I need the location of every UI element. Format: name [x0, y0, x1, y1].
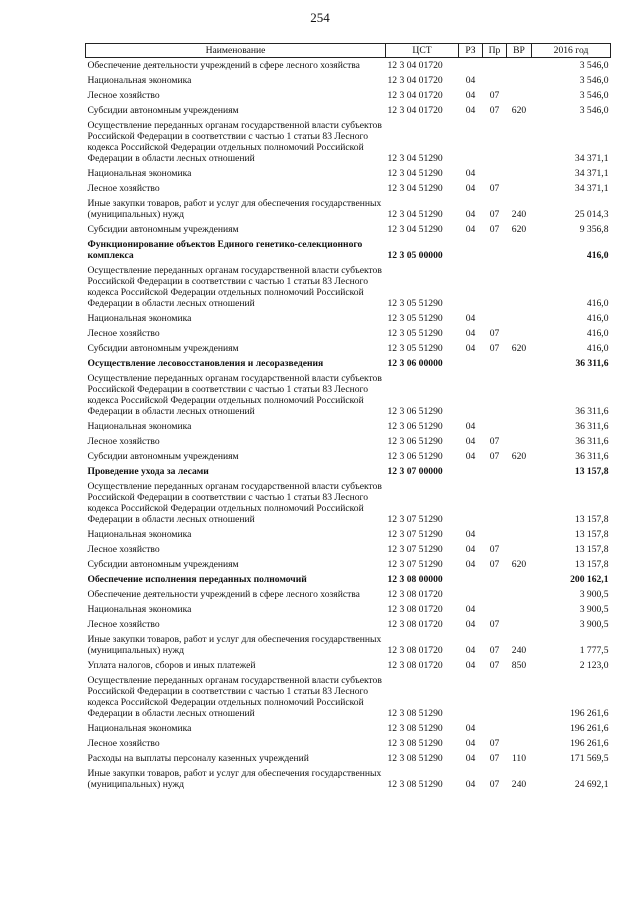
row-pr: [483, 419, 507, 434]
row-rz: [459, 58, 483, 74]
row-rz: 04: [465, 343, 476, 354]
row-vr: [507, 326, 532, 341]
row-code: 12 3 08 01720: [387, 660, 443, 671]
row-amount: 196 261,6: [570, 708, 609, 719]
row-name: Субсидии автономным учреждениям: [87, 559, 239, 570]
row-pr: [483, 371, 507, 419]
row-vr: [507, 356, 532, 371]
row-name: Лесное хозяйство: [87, 738, 160, 749]
row-code: 12 3 07 51290: [387, 529, 443, 540]
table-row: [86, 736, 611, 751]
row-amount: 13 157,8: [574, 529, 609, 540]
row-code: 12 3 05 51290: [387, 343, 443, 354]
row-name: Национальная экономика: [87, 168, 192, 179]
row-vr: [507, 617, 532, 632]
row-vr: 620: [511, 451, 527, 462]
row-amount: 13 157,8: [574, 544, 609, 555]
table-row: [86, 311, 611, 326]
row-vr: 240: [511, 209, 527, 220]
row-code: 12 3 08 01720: [387, 604, 443, 615]
table-row: [86, 527, 611, 542]
table-row: [86, 371, 611, 419]
row-code: 12 3 07 00000: [387, 466, 443, 477]
row-name: Национальная экономика: [87, 75, 192, 86]
table-row: [86, 237, 611, 263]
row-code: 12 3 04 01720: [387, 60, 443, 71]
row-rz: 04: [465, 209, 476, 220]
row-name: Иные закупки товаров, работ и услуг для обеспечения государственных (муниципальных) нужд: [87, 768, 382, 790]
row-pr: [483, 311, 507, 326]
table-row: [86, 419, 611, 434]
row-vr: 110: [511, 753, 527, 764]
header-amount: 2016 год: [532, 44, 611, 58]
row-amount: 1 777,5: [579, 645, 609, 656]
row-pr: [483, 166, 507, 181]
row-code: 12 3 05 51290: [387, 313, 443, 324]
row-name: Лесное хозяйство: [87, 544, 160, 555]
row-rz: 04: [465, 660, 476, 671]
row-pr: 07: [489, 436, 500, 447]
row-name: Субсидии автономным учреждениям: [87, 451, 239, 462]
row-name: Субсидии автономным учреждениям: [87, 105, 239, 116]
row-vr: [507, 673, 532, 721]
row-vr: 240: [511, 645, 527, 656]
row-name: Осуществление переданных органам государственной власти субъектов Российской Федерации в соответствии с частью 1 статьи 83 Лесного кодекса Российской Федерации отдельных полномочий Российской Федерации в области лесных отношений: [87, 265, 382, 309]
row-amount: 171 569,5: [570, 753, 609, 764]
row-vr: 620: [511, 559, 527, 570]
table-body: [86, 58, 611, 793]
row-rz: 04: [465, 544, 476, 555]
row-vr: 240: [511, 779, 527, 790]
row-rz: 04: [465, 75, 476, 86]
row-amount: 2 123,0: [579, 660, 609, 671]
row-pr: [483, 602, 507, 617]
row-code: 12 3 08 51290: [387, 708, 443, 719]
row-amount: 36 311,6: [575, 436, 609, 447]
row-pr: 07: [489, 660, 500, 671]
row-code: 12 3 04 51290: [387, 168, 443, 179]
row-name: Обеспечение исполнения переданных полномочий: [87, 574, 307, 585]
row-pr: 07: [489, 343, 500, 354]
row-name: Субсидии автономным учреждениям: [87, 343, 239, 354]
table-row: [86, 341, 611, 356]
row-pr: [483, 73, 507, 88]
table-header-row: [86, 44, 611, 58]
row-vr: [507, 311, 532, 326]
row-vr: [507, 263, 532, 311]
row-amount: 3 546,0: [579, 90, 609, 101]
row-rz: 04: [465, 90, 476, 101]
budget-table: [85, 43, 611, 792]
table-row: [86, 632, 611, 658]
row-rz: [459, 356, 483, 371]
row-vr: [507, 118, 532, 166]
row-amount: 34 371,1: [574, 168, 609, 179]
row-rz: [459, 371, 483, 419]
row-rz: 04: [465, 328, 476, 339]
row-rz: 04: [465, 645, 476, 656]
table-row: [86, 542, 611, 557]
row-amount: 24 692,1: [574, 779, 609, 790]
row-vr: [507, 602, 532, 617]
row-rz: 04: [465, 753, 476, 764]
header-name: Наименование: [86, 44, 386, 58]
row-rz: 04: [465, 779, 476, 790]
row-rz: 04: [465, 738, 476, 749]
row-name: Обеспечение деятельности учреждений в сфере лесного хозяйства: [87, 60, 360, 71]
row-rz: 04: [465, 168, 476, 179]
table-row: [86, 103, 611, 118]
table-row: [86, 58, 611, 74]
row-rz: 04: [465, 224, 476, 235]
row-amount: 36 311,6: [575, 358, 609, 369]
row-amount: 13 157,8: [574, 559, 609, 570]
row-pr: [483, 479, 507, 527]
row-amount: 196 261,6: [570, 738, 609, 749]
row-name: Лесное хозяйство: [87, 328, 160, 339]
row-rz: 04: [465, 619, 476, 630]
row-amount: 34 371,1: [574, 153, 609, 164]
row-name: Уплата налогов, сборов и иных платежей: [87, 660, 256, 671]
row-code: 12 3 05 00000: [387, 250, 443, 261]
row-pr: [483, 587, 507, 602]
row-amount: 200 162,1: [570, 574, 609, 585]
row-name: Национальная экономика: [87, 421, 192, 432]
row-vr: [507, 736, 532, 751]
table-row: [86, 479, 611, 527]
row-name: Осуществление лесовосстановления и лесоразведения: [87, 358, 324, 369]
table-row: [86, 356, 611, 371]
row-amount: 36 311,6: [575, 406, 609, 417]
row-amount: 25 014,3: [574, 209, 609, 220]
row-pr: 07: [489, 183, 500, 194]
row-amount: 36 311,6: [575, 451, 609, 462]
row-name: Осуществление переданных органам государственной власти субъектов Российской Федерации в соответствии с частью 1 статьи 83 Лесного кодекса Российской Федерации отдельных полномочий Российской Федерации в области лесных отношений: [87, 373, 382, 417]
row-code: 12 3 06 51290: [387, 436, 443, 447]
row-pr: [483, 673, 507, 721]
table-row: [86, 557, 611, 572]
row-name: Иные закупки товаров, работ и услуг для обеспечения государственных (муниципальных) нужд: [87, 634, 382, 656]
row-name: Лесное хозяйство: [87, 90, 160, 101]
row-code: 12 3 08 51290: [387, 738, 443, 749]
row-pr: 07: [489, 738, 500, 749]
row-rz: 04: [465, 529, 476, 540]
row-vr: [507, 181, 532, 196]
row-code: 12 3 05 51290: [387, 298, 443, 309]
row-code: 12 3 08 01720: [387, 589, 443, 600]
table-row: [86, 449, 611, 464]
table-row: [86, 263, 611, 311]
row-vr: [507, 166, 532, 181]
row-rz: 04: [465, 604, 476, 615]
table-row: [86, 222, 611, 237]
row-code: 12 3 08 51290: [387, 753, 443, 764]
table-row: [86, 766, 611, 792]
row-pr: 07: [489, 619, 500, 630]
table-row: [86, 73, 611, 88]
row-pr: [483, 263, 507, 311]
header-code: ЦСТ: [386, 44, 459, 58]
row-name: Осуществление переданных органам государственной власти субъектов Российской Федерации в соответствии с частью 1 статьи 83 Лесного кодекса Российской Федерации отдельных полномочий Российской Федерации в области лесных отношений: [87, 481, 382, 525]
row-amount: 3 900,5: [579, 604, 609, 615]
row-vr: [507, 58, 532, 74]
row-pr: 07: [489, 328, 500, 339]
row-pr: [483, 572, 507, 587]
row-amount: 9 356,8: [579, 224, 609, 235]
row-name: Субсидии автономным учреждениям: [87, 224, 239, 235]
row-pr: 07: [489, 779, 500, 790]
row-rz: [459, 673, 483, 721]
row-rz: [459, 237, 483, 263]
row-vr: [507, 434, 532, 449]
table-row: [86, 464, 611, 479]
row-vr: [507, 527, 532, 542]
table-row: [86, 181, 611, 196]
row-amount: 416,0: [586, 343, 609, 354]
row-vr: [507, 721, 532, 736]
row-vr: 620: [511, 105, 527, 116]
row-pr: 07: [489, 90, 500, 101]
row-amount: 416,0: [586, 313, 609, 324]
row-rz: 04: [465, 183, 476, 194]
row-rz: 04: [465, 559, 476, 570]
row-amount: 196 261,6: [570, 723, 609, 734]
row-pr: 07: [489, 559, 500, 570]
table-row: [86, 88, 611, 103]
table-row: [86, 326, 611, 341]
row-rz: 04: [465, 105, 476, 116]
row-rz: [459, 572, 483, 587]
table-row: [86, 602, 611, 617]
row-pr: [483, 118, 507, 166]
row-code: 12 3 07 51290: [387, 544, 443, 555]
row-amount: 34 371,1: [574, 183, 609, 194]
row-amount: 416,0: [586, 298, 609, 309]
table-row: [86, 617, 611, 632]
row-name: Осуществление переданных органам государственной власти субъектов Российской Федерации в соответствии с частью 1 статьи 83 Лесного кодекса Российской Федерации отдельных полномочий Российской Федерации в области лесных отношений: [87, 675, 382, 719]
row-name: Национальная экономика: [87, 313, 192, 324]
row-name: Проведение ухода за лесами: [87, 466, 209, 477]
row-name: Иные закупки товаров, работ и услуг для обеспечения государственных (муниципальных) нужд: [87, 198, 382, 220]
row-amount: 3 546,0: [579, 75, 609, 86]
row-rz: [459, 587, 483, 602]
row-rz: 04: [465, 313, 476, 324]
header-vr: ВР: [507, 44, 532, 58]
row-code: 12 3 08 51290: [387, 723, 443, 734]
row-amount: 36 311,6: [575, 421, 609, 432]
row-vr: [507, 237, 532, 263]
table-row: [86, 572, 611, 587]
row-rz: 04: [465, 436, 476, 447]
row-amount: 3 900,5: [579, 619, 609, 630]
row-pr: 07: [489, 544, 500, 555]
row-code: 12 3 04 01720: [387, 75, 443, 86]
row-pr: [483, 721, 507, 736]
header-pr: Пр: [483, 44, 507, 58]
row-code: 12 3 06 51290: [387, 451, 443, 462]
row-name: Национальная экономика: [87, 604, 192, 615]
row-code: 12 3 08 01720: [387, 645, 443, 656]
row-pr: [483, 527, 507, 542]
table-row: [86, 658, 611, 673]
row-code: 12 3 06 51290: [387, 421, 443, 432]
row-vr: [507, 464, 532, 479]
row-code: 12 3 04 51290: [387, 224, 443, 235]
row-code: 12 3 07 51290: [387, 559, 443, 570]
row-rz: 04: [465, 421, 476, 432]
row-code: 12 3 07 51290: [387, 514, 443, 525]
row-pr: [483, 356, 507, 371]
table-row: [86, 118, 611, 166]
row-code: 12 3 08 00000: [387, 574, 443, 585]
table-row: [86, 673, 611, 721]
row-name: Лесное хозяйство: [87, 436, 160, 447]
row-vr: [507, 419, 532, 434]
row-code: 12 3 06 00000: [387, 358, 443, 369]
row-pr: [483, 58, 507, 74]
row-pr: [483, 464, 507, 479]
row-code: 12 3 05 51290: [387, 328, 443, 339]
row-amount: 3 546,0: [579, 60, 609, 71]
row-pr: 07: [489, 451, 500, 462]
row-pr: 07: [489, 209, 500, 220]
table-row: [86, 166, 611, 181]
row-pr: 07: [489, 105, 500, 116]
table-row: [86, 434, 611, 449]
row-amount: 416,0: [586, 328, 609, 339]
row-code: 12 3 04 51290: [387, 183, 443, 194]
row-vr: 620: [511, 224, 527, 235]
row-pr: 07: [489, 753, 500, 764]
row-rz: 04: [465, 723, 476, 734]
table-row: [86, 751, 611, 766]
row-rz: [459, 479, 483, 527]
row-name: Национальная экономика: [87, 529, 192, 540]
row-name: Осуществление переданных органам государственной власти субъектов Российской Федерации в соответствии с частью 1 статьи 83 Лесного кодекса Российской Федерации отдельных полномочий Российской Федерации в области лесных отношений: [87, 120, 382, 164]
row-name: Расходы на выплаты персоналу казенных учреждений: [87, 753, 309, 764]
row-vr: [507, 542, 532, 557]
row-code: 12 3 04 51290: [387, 153, 443, 164]
row-name: Функционирование объектов Единого генетико-селекционного комплекса: [87, 239, 363, 261]
row-rz: [459, 464, 483, 479]
row-amount: 13 157,8: [574, 466, 609, 477]
row-amount: 13 157,8: [574, 514, 609, 525]
row-rz: [459, 263, 483, 311]
table-row: [86, 587, 611, 602]
row-vr: 620: [511, 343, 527, 354]
row-vr: [507, 371, 532, 419]
row-code: 12 3 06 51290: [387, 406, 443, 417]
row-code: 12 3 04 01720: [387, 90, 443, 101]
row-code: 12 3 04 01720: [387, 105, 443, 116]
row-vr: 850: [511, 660, 527, 671]
row-code: 12 3 08 51290: [387, 779, 443, 790]
row-amount: 3 546,0: [579, 105, 609, 116]
header-rz: РЗ: [459, 44, 483, 58]
row-vr: [507, 587, 532, 602]
row-code: 12 3 04 51290: [387, 209, 443, 220]
row-pr: [483, 237, 507, 263]
row-amount: 416,0: [586, 250, 609, 261]
row-code: 12 3 08 01720: [387, 619, 443, 630]
table-row: [86, 196, 611, 222]
row-vr: [507, 479, 532, 527]
row-name: Лесное хозяйство: [87, 183, 160, 194]
row-name: Национальная экономика: [87, 723, 192, 734]
row-vr: [507, 572, 532, 587]
row-vr: [507, 88, 532, 103]
row-name: Обеспечение деятельности учреждений в сфере лесного хозяйства: [87, 589, 360, 600]
row-name: Лесное хозяйство: [87, 619, 160, 630]
row-rz: [459, 118, 483, 166]
row-amount: 3 900,5: [579, 589, 609, 600]
row-pr: 07: [489, 224, 500, 235]
page-number: 254: [310, 10, 330, 25]
row-vr: [507, 73, 532, 88]
row-rz: 04: [465, 451, 476, 462]
row-pr: 07: [489, 645, 500, 656]
table-row: [86, 721, 611, 736]
